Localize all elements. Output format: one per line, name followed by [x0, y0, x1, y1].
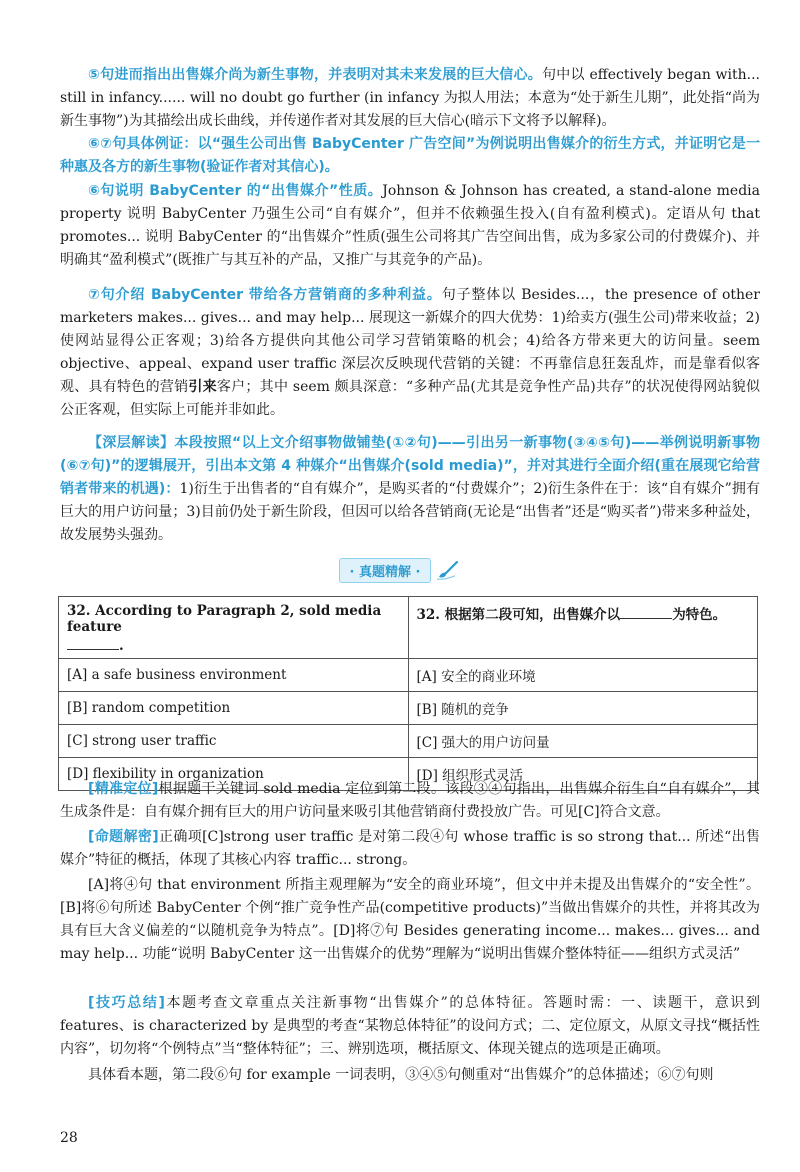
option-zh: [B] 随机的竞争 — [408, 692, 758, 725]
option-row-b — [59, 692, 758, 725]
paragraph-question-decoding — [60, 826, 760, 872]
body-text: 句子整体以 Besides...，the presence of other marketers makes... gives... and may help... 展现这一新媒介的四大优势：1)给卖方(强生公司)带来收益；2)使网站显得公正客观；3)给各方提供向其他公司学习营销策略的机会；4)给各方带来更大的访问量。seem objective、appeal、expand user traffic 深层次反映现代营销的关键：不再靠信息狂轰乱炸，而是靠看似客观、具有特色的营销 — [60, 287, 760, 395]
brush-icon — [435, 559, 461, 581]
paragraph-sentence-6-7 — [60, 133, 760, 179]
body-text: 句中以 effectively began with... still in infancy...... will no doubt go further (in infancy 为拟人用法；本意为“处于新生儿期”，此处指“尚为新生事物”)为其描绘出成长曲线，并传递作者对其发展的巨大信心(暗示下文将予以解释)。 — [60, 67, 761, 129]
paragraph-specific-analysis — [60, 1064, 760, 1087]
question-header-row — [59, 597, 758, 659]
highlight-text: ⑥句说明 BabyCenter 的“出售媒介”性质。 — [88, 183, 383, 199]
section-banner — [336, 557, 464, 583]
option-en: [B] random competition — [59, 692, 409, 725]
page-number: 28 — [60, 1130, 78, 1146]
answer-blank — [67, 635, 119, 650]
body-text: 1)衍生于出售者的“自有媒介”，是购买者的“付费媒介”；2)衍生条件在于：该“自有媒介”拥有巨大的用户访问量；3)目前仍处于新生阶段，但因可以给各营销商(无论是“出售者”还是“购买者”)带来多种益处，故发展势头强劲。 — [60, 481, 760, 543]
body-text: 客户；其中 seem 颇具深意：“多种产品(尤其是竞争性产品)共存”的状况使得网站貌似公正客观，但实际上可能并非如此。 — [60, 379, 761, 418]
paragraph-distractor-analysis — [60, 874, 760, 966]
bold-text: 引来 — [188, 379, 217, 395]
option-en: [A] a safe business environment — [59, 659, 409, 692]
section-label: [精准定位] — [88, 781, 159, 797]
answer-blank — [620, 604, 672, 619]
option-row-c — [59, 725, 758, 758]
section-label: 【深层解读】 — [88, 435, 175, 451]
body-text: 根据题干关键词 sold media 定位到第二段。该段③④句指出，出售媒介衍生自“自有媒介”，其生成条件是：自有媒介拥有巨大的用户访问量来吸引其他营销商付费投放广告。可见[C]符合文意。 — [60, 781, 761, 820]
highlight-text: 本段按照“以上文介绍事物做铺垫(①②句)——引出另一新事物(③④⑤句)——举例说明新事物(⑥⑦句)”的逻辑展开，引出本文第 4 种媒介“出售媒介(sold media)”，并对其进行全面介绍(重在展现它给营销者带来的机遇)： — [60, 435, 761, 497]
highlight-text: ⑤句进而指出出售媒介尚为新生事物，并表明对其未来发展的巨大信心。 — [88, 67, 543, 83]
option-zh: [D] 组织形式灵活 — [408, 758, 758, 791]
body-text: 具体看本题，第二段⑥句 for example 一词表明，③④⑤句侧重对“出售媒介”的总体描述；⑥⑦句则 — [88, 1067, 714, 1083]
option-zh: [A] 安全的商业环境 — [408, 659, 758, 692]
section-label: [命题解密] — [88, 829, 159, 845]
body-text: 本题考查文章重点关注新事物“出售媒介”的总体特征。答题时需：一、读题干，意识到 features、is characterized by 是典型的考查“某物总体特征”的设问方式；二、定位原文，从原文寻找“概括性内容”，切勿将“个例特点”当“整体特征”；三、辨别选项，概括原文、体现关键点的选项是正确项。 — [60, 995, 761, 1057]
paragraph-sentence-7 — [60, 284, 760, 422]
paragraph-precise-location — [60, 778, 760, 824]
option-en: [C] strong user traffic — [59, 725, 409, 758]
question-zh: 32. 根据第二段可知，出售媒介以 为特色。 — [408, 597, 758, 659]
body-text: [A]将④句 that environment 所指主观理解为“安全的商业环境”，但文中并未提及出售媒介的“安全性”。[B]将⑥句所述 BabyCenter 个例“推广竞争性产品(competitive products)”当做出售媒介的共性，并将其改为具有巨大含义偏差的“以随机竞争为特点”。[D]将⑦句 Besides generating income... makes... gives... and may help... 功能“说明 BabyCenter 这一出售媒介的优势”理解为“说明出售媒介整体特征——组织方式灵活” — [60, 877, 760, 962]
section-label: [技巧总结] — [88, 995, 165, 1011]
body-text: 正确项[C]strong user traffic 是对第二段④句 whose traffic is so strong that... 所述“出售媒介”特征的概括，体现了其核心内容 traffic... strong。 — [60, 829, 761, 868]
question-en: 32. According to Paragraph 2, sold media feature . — [59, 597, 409, 659]
highlight-text: ⑥⑦句具体例证：以“强生公司出售 BabyCenter 广告空间”为例说明出售媒介的衍生方式，并证明它是一种惠及各方的新生事物(验证作者对其信心)。 — [60, 136, 760, 175]
paragraph-deep-reading — [60, 432, 760, 547]
question-table — [58, 596, 758, 791]
option-en: [D] flexibility in organization — [59, 758, 409, 791]
paragraph-sentence-5 — [60, 64, 760, 133]
banner-label: · 真题精解 · — [339, 558, 432, 583]
option-zh: [C] 强大的用户访问量 — [408, 725, 758, 758]
option-row-a — [59, 659, 758, 692]
paragraph-sentence-6 — [60, 180, 760, 272]
highlight-text: ⑦句介绍 BabyCenter 带给各方营销商的多种利益。 — [88, 287, 442, 303]
body-text: Johnson & Johnson has created, a stand-alone media property 说明 BabyCenter 乃强生公司“自有媒介”，但并不依赖强生投入(自有盈利模式)。定语从句 that promotes... 说明 BabyCenter 的“出售媒介”性质(强生公司将其广告空间出售，成为多家公司的付费媒介)、并明确其“盈利模式”(既推广与其互补的产品，又推广与其竞争的产品)。 — [60, 183, 760, 268]
paragraph-skill-summary — [60, 992, 760, 1061]
